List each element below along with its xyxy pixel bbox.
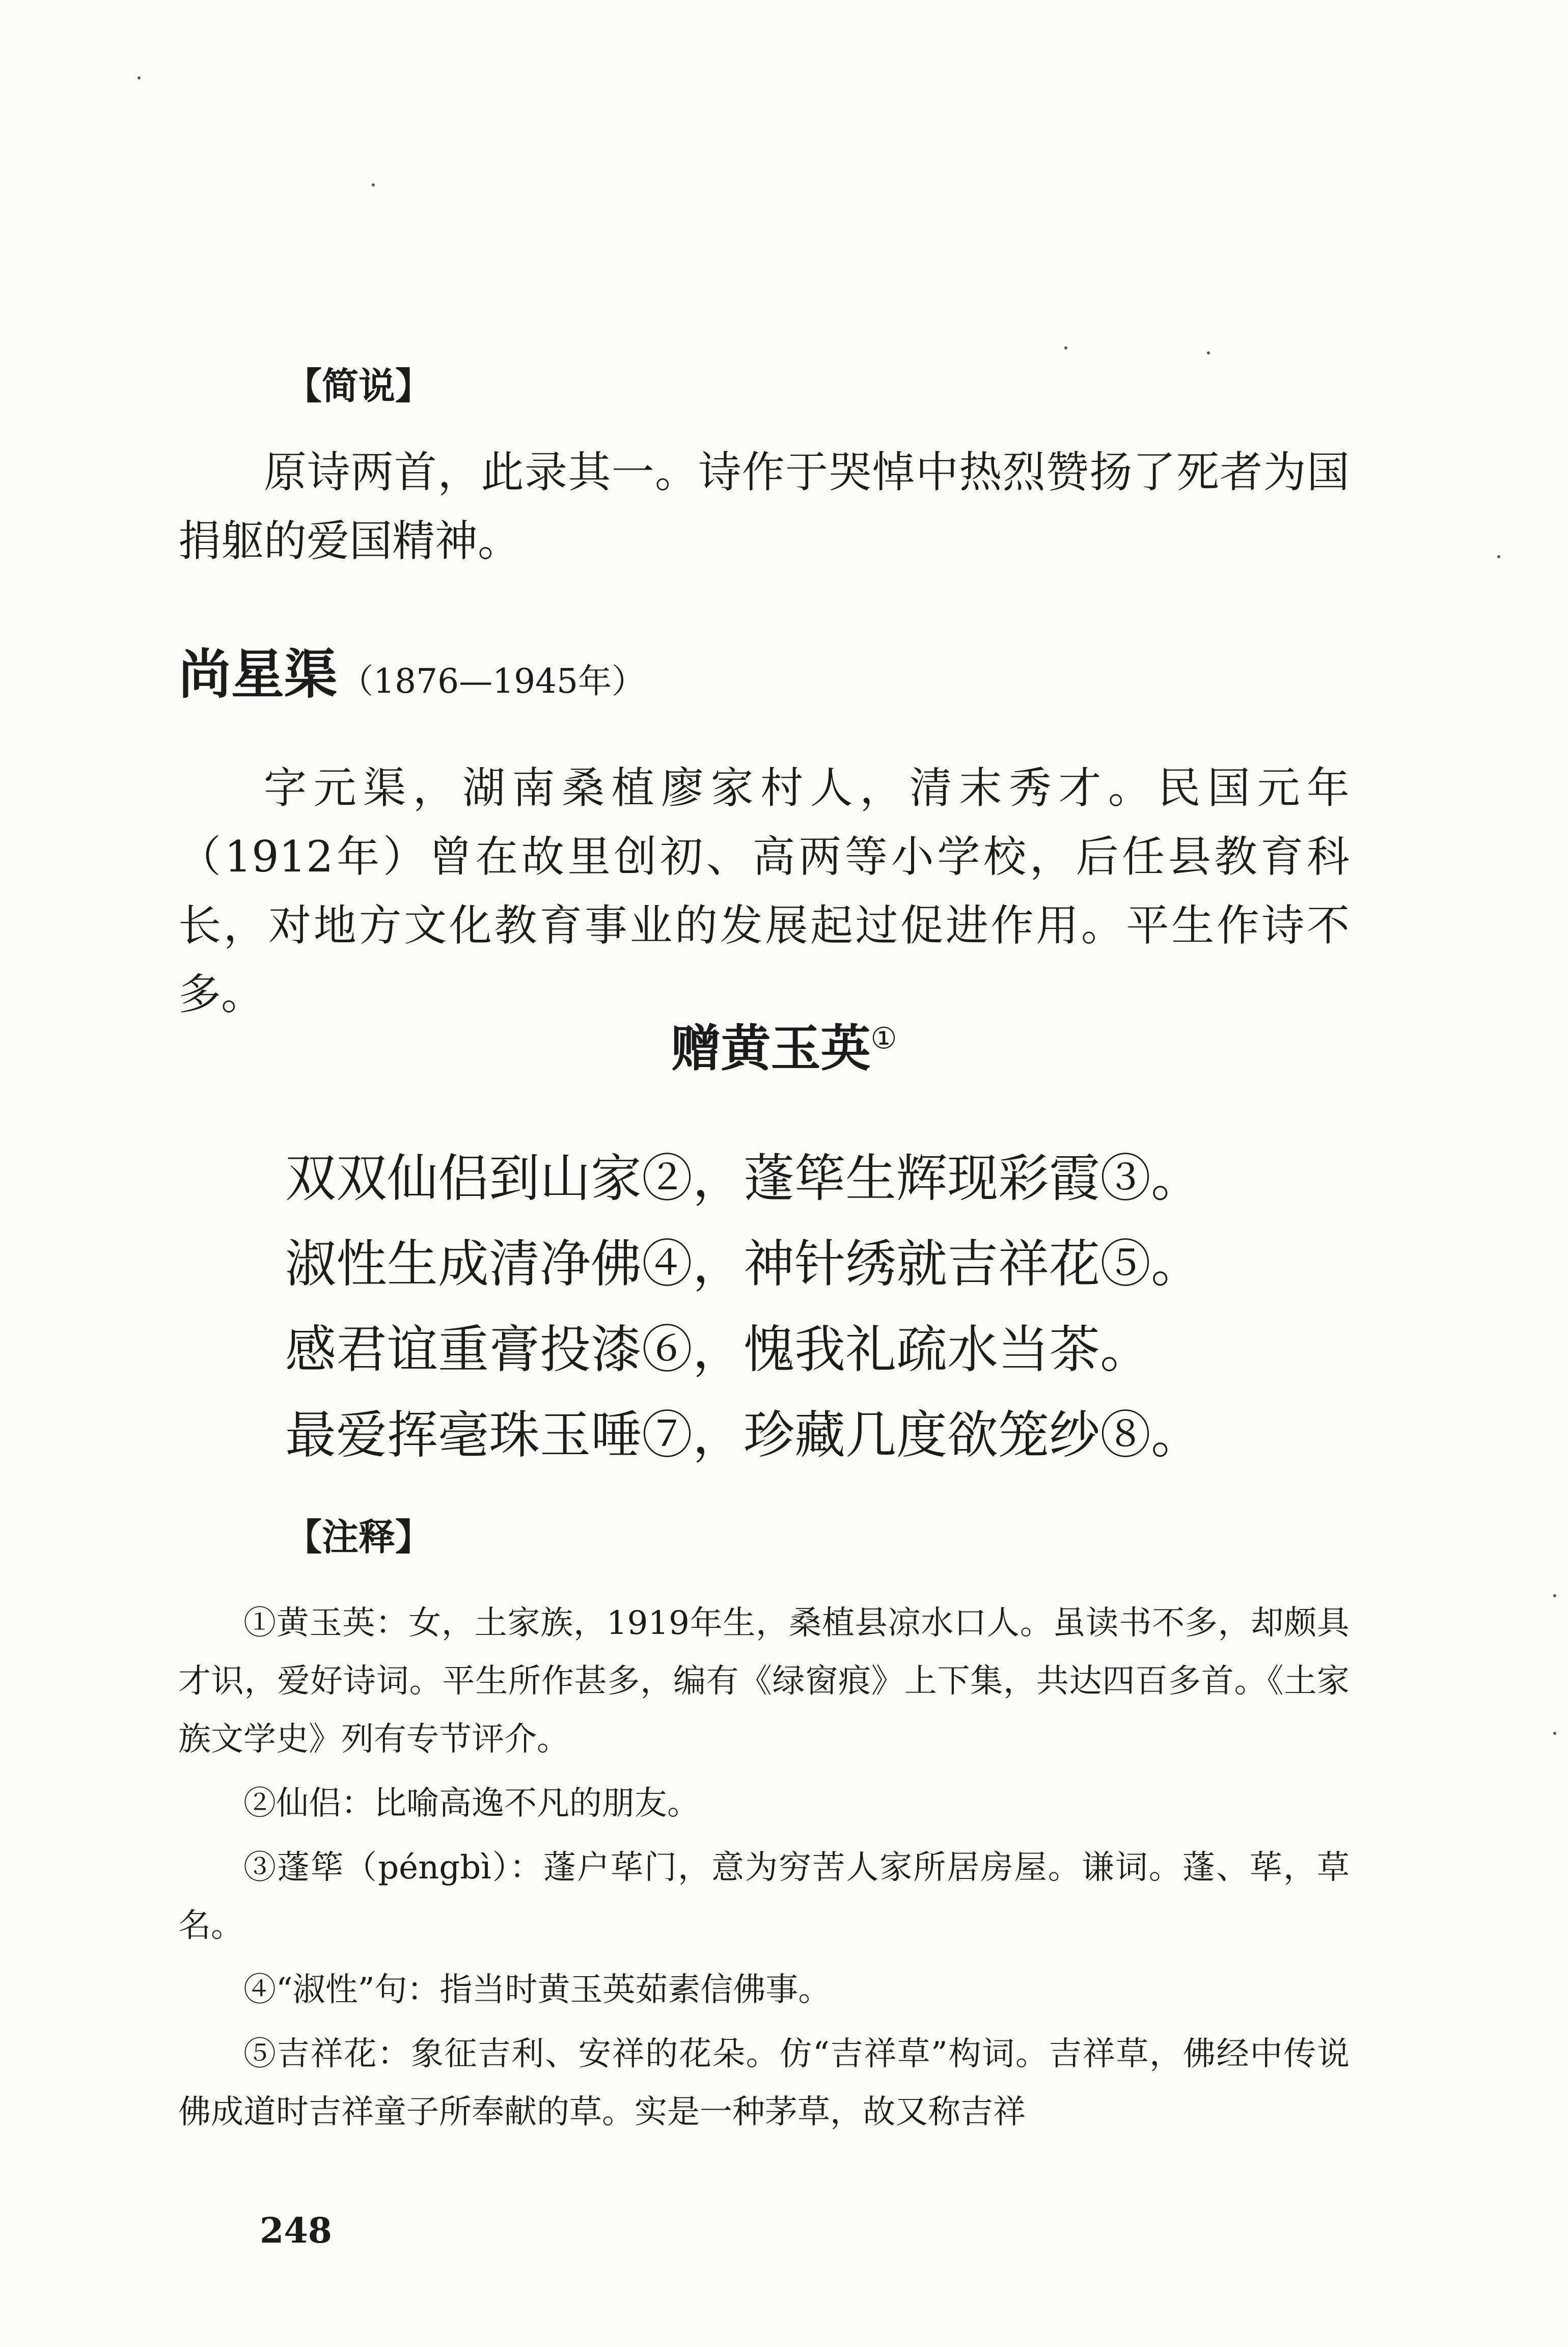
author-dates: （1876—1945年） <box>340 662 646 701</box>
scan-speck <box>1497 555 1500 558</box>
author-name: 尚星渠 <box>178 643 338 705</box>
author-bio-section <box>178 754 1350 1029</box>
poem-title <box>0 1008 1568 1080</box>
note-item: ③蓬筚（péngbì）：蓬户荜门，意为穷苦人家所居房屋。谦词。蓬、荜，草名。 <box>178 1849 1350 1945</box>
page-number: 248 <box>260 2210 332 2251</box>
jianshuo-heading: 【简说】 <box>285 365 432 407</box>
poem-line: 感君谊重膏投漆⑥，愧我礼疏水当茶。 <box>285 1320 1151 1379</box>
note-item: ④“淑性”句：指当时黄玉英茹素信佛事。 <box>243 1971 831 2009</box>
note-item: ⑤吉祥花：象征吉利、安祥的花朵。仿“吉祥草”构词。吉祥草，佛经中传说佛成道时吉祥童子所奉献的草。实是一种茅草，故又称吉祥 <box>178 2035 1350 2131</box>
poem-line: 双双仙侣到山家②，蓬筚生辉现彩霞③。 <box>285 1149 1202 1208</box>
poem-body <box>285 1136 1202 1478</box>
jianshuo-text: 原诗两首，此录其一。诗作于哭悼中热烈赞扬了死者为国捐躯的爱国精神。 <box>178 447 1350 566</box>
poem-line: 淑性生成清净佛④，神针绣就吉祥花⑤。 <box>285 1234 1202 1294</box>
note-item: ②仙侣：比喻高逸不凡的朋友。 <box>243 1785 700 1822</box>
notes-section <box>178 1594 1350 2147</box>
author-heading <box>178 632 645 708</box>
poem-title-text: 赠黄玉英 <box>671 1020 871 1078</box>
note-item: ①黄玉英：女，土家族，1919年生，桑植县凉水口人。虽读书不多，却颇具才识，爱好诗词。平生所作甚多，编有《绿窗痕》上下集，共达四百多首。《土家族文学史》列有专节评介。 <box>178 1604 1350 1758</box>
scan-speck <box>372 183 375 186</box>
scan-speck <box>1064 346 1067 349</box>
scan-speck <box>137 76 141 79</box>
scan-speck <box>1553 1594 1556 1597</box>
scan-speck <box>1553 1732 1556 1735</box>
author-bio: 字元渠，湖南桑植廖家村人，清末秀才。民国元年（1912年）曾在故里创初、高两等小学校，后任县教育科长，对地方文化教育事业的发展起过促进作用。平生作诗不多。 <box>178 763 1350 1019</box>
poem-title-note-mark: ① <box>870 1021 897 1056</box>
poem-line: 最爱挥毫珠玉唾⑦，珍藏几度欲笼纱⑧。 <box>285 1405 1202 1465</box>
jianshuo-section <box>178 438 1350 576</box>
scan-speck <box>1207 351 1210 354</box>
zhushi-heading: 【注释】 <box>285 1516 432 1559</box>
